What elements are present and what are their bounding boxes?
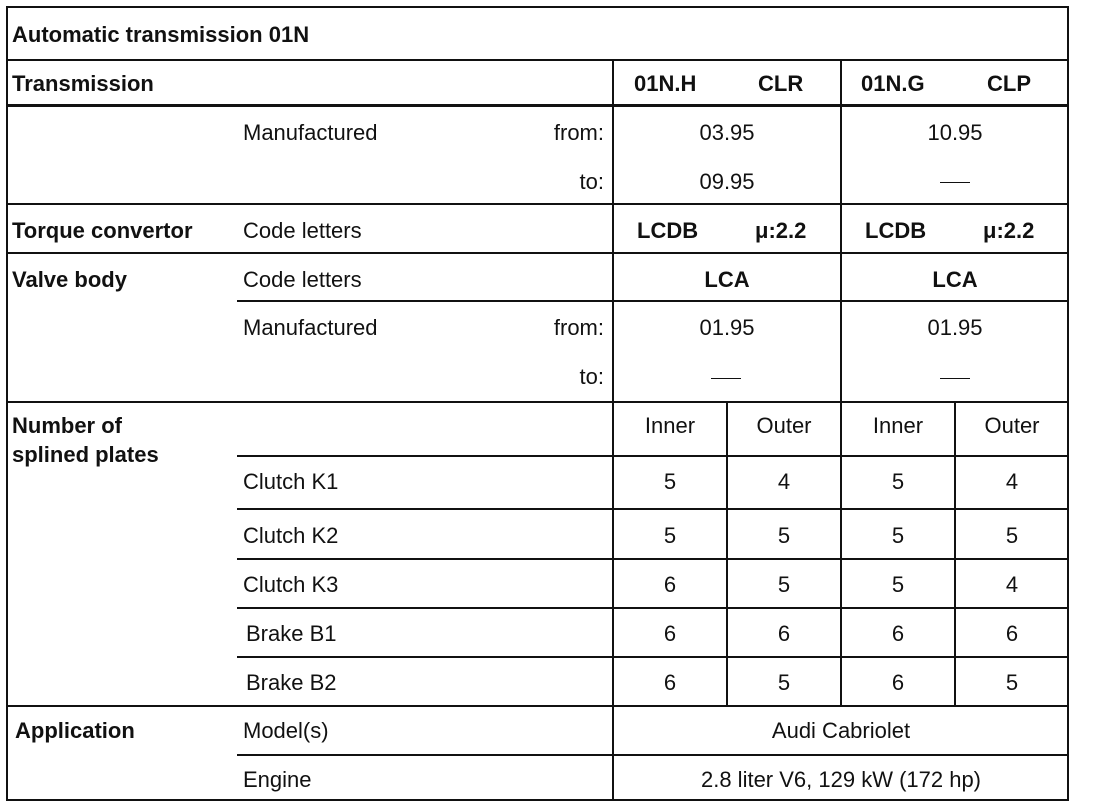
- col1-outer-label: Outer: [756, 413, 812, 438]
- col-divider-inner-outer-2: [954, 402, 956, 706]
- col2-valve-from: 01.95: [927, 315, 983, 340]
- model-label: Model(s): [243, 718, 329, 743]
- col2-valve-code: LCA: [932, 267, 978, 292]
- b2-col1-outer: 5: [777, 670, 791, 695]
- rule-k3: [237, 607, 1068, 609]
- row-clutch-k1: Clutch K1: [243, 469, 339, 494]
- row-brake-b2: Brake B2: [246, 670, 337, 695]
- k3-col2-outer: 4: [1005, 572, 1019, 597]
- rule-inner-outer: [237, 455, 1068, 457]
- k2-col2-outer: 5: [1005, 523, 1019, 548]
- k1-col1-outer: 4: [777, 469, 791, 494]
- col1-code: 01N.H: [634, 71, 697, 96]
- rule-title: [7, 59, 1068, 61]
- rule-torque: [7, 252, 1068, 254]
- row-clutch-k2: Clutch K2: [243, 523, 339, 548]
- col-divider-2: [840, 60, 842, 706]
- col1-inner-label: Inner: [644, 413, 696, 438]
- k1-col1-inner: 5: [663, 469, 677, 494]
- k2-col1-outer: 5: [777, 523, 791, 548]
- b2-col2-outer: 5: [1005, 670, 1019, 695]
- plates-label-line2: splined plates: [12, 442, 159, 467]
- valve-from-label: from:: [553, 315, 604, 340]
- b2-col1-inner: 6: [663, 670, 677, 695]
- k3-col2-inner: 5: [891, 572, 905, 597]
- col1-valve-code: LCA: [704, 267, 750, 292]
- manufactured-to-label: to:: [579, 169, 604, 194]
- rule-model: [237, 754, 1068, 756]
- k3-col1-outer: 5: [777, 572, 791, 597]
- table-title: Automatic transmission 01N: [12, 22, 310, 47]
- col1-manufactured-from: 03.95: [699, 120, 755, 145]
- col1-valve-from: 01.95: [699, 315, 755, 340]
- col1-manufactured-to: 09.95: [699, 169, 755, 194]
- valve-to-label: to:: [579, 364, 604, 389]
- rule-k1: [237, 508, 1068, 510]
- col2-outer-label: Outer: [984, 413, 1040, 438]
- row-brake-b1: Brake B1: [246, 621, 337, 646]
- k2-col2-inner: 5: [891, 523, 905, 548]
- col2-code: 01N.G: [861, 71, 925, 96]
- col2-valve-to-dash: [940, 378, 970, 379]
- torque-label: Torque convertor: [12, 218, 193, 243]
- k3-col1-inner: 6: [663, 572, 677, 597]
- engine-label: Engine: [243, 767, 312, 792]
- manufactured-from-label: from:: [553, 120, 604, 145]
- valve-label: Valve body: [12, 267, 127, 292]
- valve-code-label: Code letters: [243, 267, 362, 292]
- b1-col1-outer: 6: [777, 621, 791, 646]
- row-clutch-k3: Clutch K3: [243, 572, 339, 597]
- col2-torque-mu: μ:2.2: [983, 218, 1035, 243]
- valve-manufactured-label: Manufactured: [243, 315, 378, 340]
- col2-torque-code: LCDB: [865, 218, 927, 243]
- plates-label-line1: Number of: [12, 413, 122, 438]
- b2-col2-inner: 6: [891, 670, 905, 695]
- col-divider-inner-outer-1: [726, 402, 728, 706]
- col2-inner-label: Inner: [872, 413, 924, 438]
- rule-manufactured: [7, 203, 1068, 205]
- col1-letters: CLR: [758, 71, 804, 96]
- application-label: Application: [15, 718, 135, 743]
- engine-value: 2.8 liter V6, 129 kW (172 hp): [700, 767, 982, 792]
- torque-code-label: Code letters: [243, 218, 362, 243]
- col1-torque-mu: μ:2.2: [755, 218, 807, 243]
- b1-col2-inner: 6: [891, 621, 905, 646]
- manufactured-label: Manufactured: [243, 120, 378, 145]
- rule-valve-code: [237, 300, 1068, 302]
- col1-torque-code: LCDB: [637, 218, 699, 243]
- col2-letters: CLP: [987, 71, 1031, 96]
- b1-col1-inner: 6: [663, 621, 677, 646]
- col2-manufactured-from: 10.95: [927, 120, 983, 145]
- model-value: Audi Cabriolet: [771, 718, 911, 743]
- rule-b1: [237, 656, 1068, 658]
- rule-plates: [7, 705, 1068, 707]
- k1-col2-inner: 5: [891, 469, 905, 494]
- k1-col2-outer: 4: [1005, 469, 1019, 494]
- col2-manufactured-to-dash: [940, 182, 970, 183]
- k2-col1-inner: 5: [663, 523, 677, 548]
- col1-valve-to-dash: [711, 378, 741, 379]
- header-label: Transmission: [12, 71, 154, 96]
- rule-k2: [237, 558, 1068, 560]
- rule-valve: [7, 401, 1068, 403]
- b1-col2-outer: 6: [1005, 621, 1019, 646]
- rule-header: [7, 104, 1068, 107]
